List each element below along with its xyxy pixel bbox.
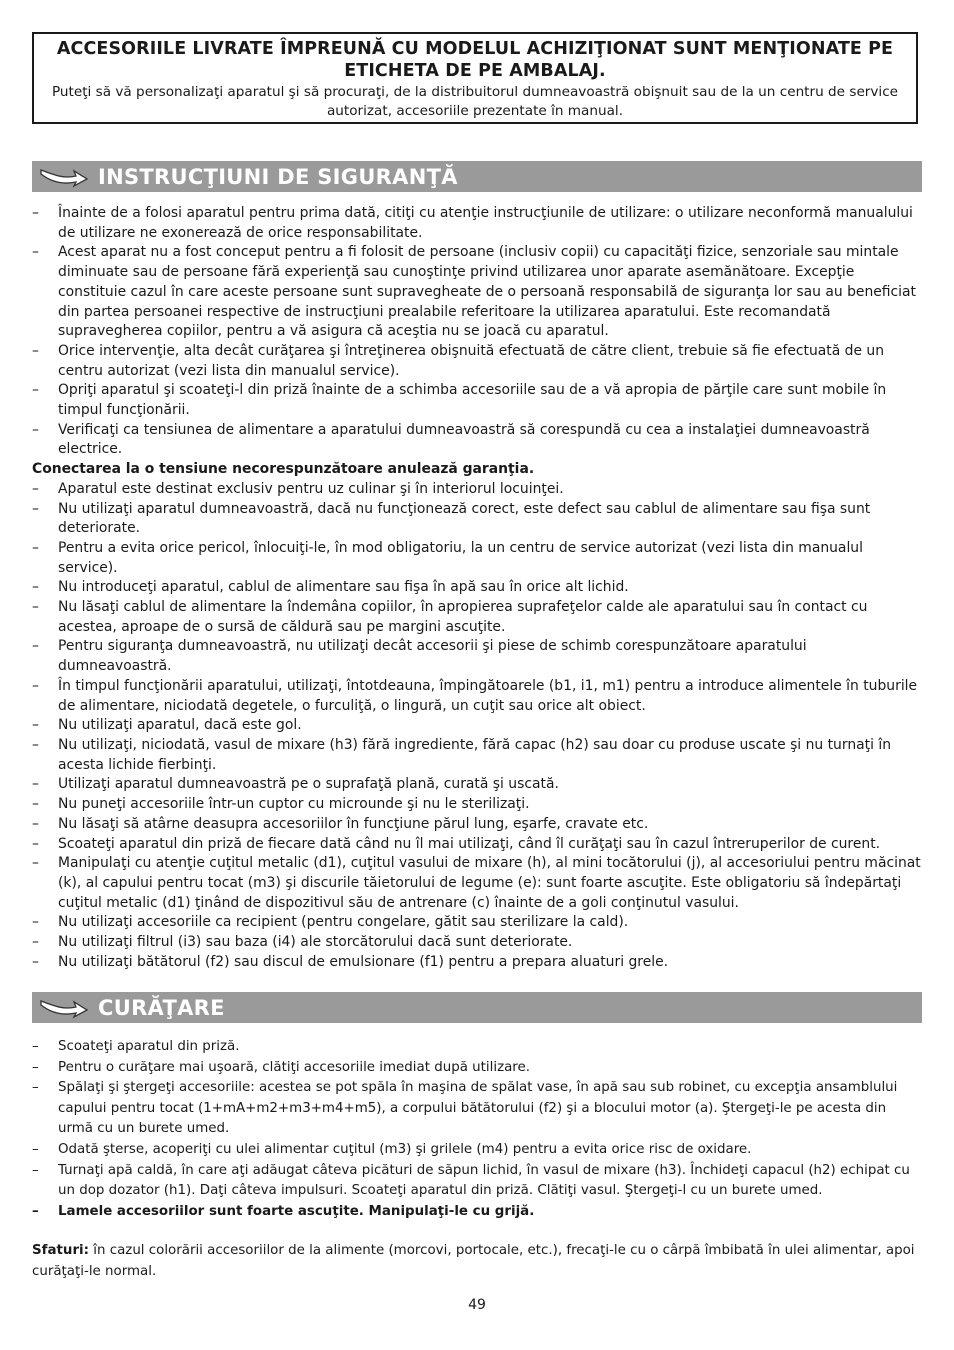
list-item: – Pentru a evita orice pericol, înlocuiţi-le, în mod obligatoriu, la un centru de service autorizat (vezi lista din manualul service). bbox=[32, 539, 863, 576]
list-item: – Nu lăsaţi cablul de alimentare la îndemâna copiilor, în apropierea suprafeţelor calde ale aparatului sau în contact cu acestea, aproape de o sursă de căldură sau pe margini ascuţite. bbox=[32, 599, 868, 635]
list-item: – Manipulaţi cu atenţie cuţitul metalic (d1), cuţitul vasului de mixare (h), al mini tocătorului (j), al accesoriului pentru măcinat (k), al capului pentru tocat (m3) şi discurile tăietorului de legume (e): sunt foarte ascuţite. Este obligatoriu să îndepărtaţi cuţitul metalic (d1) ţinând de dispozitivul său de antrenare (c) înainte de a goli conţinutul vasului. bbox=[32, 855, 921, 911]
list-item: – Nu lăsaţi să atârne deasupra accesoriilor în funcţiune părul lung, eşarfe, cravate etc. bbox=[32, 815, 649, 832]
list-item: – Scoateţi aparatul din priză de fiecare dată când nu îl mai utilizaţi, când îl curăţaţi sau în cazul întreruperilor de curent. bbox=[32, 835, 881, 852]
tips-label: Sfaturi: bbox=[32, 1243, 89, 1258]
list-item: – Nu utilizaţi bătătorul (f2) sau discul de emulsionare (f1) pentru a prepara aluaturi grele. bbox=[32, 953, 669, 970]
list-item: – Scoateţi aparatul din priză. bbox=[32, 1039, 240, 1054]
list-item: – Pentru siguranţa dumneavoastră, nu utilizaţi decât accesorii şi piese de schimb corespunzătoare aparatului dumneavoastră. bbox=[32, 638, 807, 675]
list-item: – Înainte de a folosi aparatul pentru prima dată, citiţi cu atenţie instrucţiunile de utilizare: o utilizare neconformă manualului de utilizare ne exonerează de orice responsabilitate. bbox=[32, 205, 913, 241]
cleaning-title: CURĂŢARE bbox=[98, 995, 225, 1020]
list-item: – Odată şterse, acoperiţi cu ulei alimentar cuţitul (m3) şi grilele (m4) pentru a evita orice risc de oxidare. bbox=[32, 1141, 752, 1157]
list-item: – Aparatul este destinat exclusiv pentru uz culinar şi în interiorul locuinţei. bbox=[32, 480, 564, 497]
accessories-notice bbox=[32, 32, 918, 124]
list-item: – Nu utilizaţi aparatul, dacă este gol. bbox=[32, 717, 302, 734]
safety-section-header bbox=[32, 161, 922, 192]
notice-title: ACCESORIILE LIVRATE ÎMPREUNĂ CU MODELUL ACHIZIŢIONAT SUNT MENŢIONATE PE ETICHETA DE PE AMBALAJ. bbox=[56, 39, 894, 81]
notice-body: Puteţi să vă personalizaţi aparatul şi să procuraţi, de la distribuitorul dumneavoastră obişnuit sau de la un centru de service autorizat, accesoriile prezentate în manual. bbox=[51, 84, 899, 119]
list-item: – Nu utilizaţi aparatul dumneavoastră, dacă nu funcţionează corect, este defect sau cablul de alimentare sau fişa sunt deteriorate. bbox=[32, 500, 871, 537]
tips-text: în cazul colorării accesoriilor de la alimente (morcovi, portocale, etc.), frecaţi-le cu o cârpă îmbibată în ulei alimentar, apoi curăţaţi-le normal. bbox=[32, 1243, 915, 1279]
arrow-icon bbox=[38, 996, 90, 1020]
safety-list bbox=[32, 204, 922, 972]
list-item: – Spălaţi şi ştergeţi accesoriile: acestea se pot spăla în maşina de spălat vase, în apă sau sub robinet, cu excepţia ansamblului capului pentru tocat (1+mA+m2+m3+m4+m5), a corpului bătătorului (f2) şi a blocului motor (a). Ştergeţi-le pe acesta din urmă cu un burete umed. bbox=[32, 1080, 898, 1137]
arrow-icon bbox=[38, 165, 90, 189]
list-item: – Verificaţi ca tensiunea de alimentare a aparatului dumneavoastră să corespundă cu cea a instalaţiei dumneavoastră electrice. bbox=[32, 421, 870, 458]
voltage-warning: Conectarea la o tensiune necorespunzătoare anulează garanţia. bbox=[32, 461, 535, 478]
list-item: – Nu introduceţi aparatul, cablul de alimentare sau fişa în apă sau în orice alt lichid. bbox=[32, 579, 629, 596]
list-item: – Nu utilizaţi accesoriile ca recipient (pentru congelare, gătit sau sterilizare la cald). bbox=[32, 914, 629, 931]
list-item: – Orice intervenţie, alta decât curăţarea şi întreţinerea obişnuită efectuată de către client, trebuie să fie efectuată de un centru autorizat (vezi lista din manualul service). bbox=[32, 342, 885, 379]
list-item: – Nu puneţi accesoriile într-un cuptor cu microunde şi nu le sterilizaţi. bbox=[32, 796, 530, 813]
list-item: – Utilizaţi aparatul dumneavoastră pe o suprafaţă plană, curată şi uscată. bbox=[32, 776, 559, 793]
list-item: – Pentru o curăţare mai uşoară, clătiţi accesoriile imediat după utilizare. bbox=[32, 1059, 531, 1075]
list-item: – În timpul funcţionării aparatului, utilizaţi, întotdeauna, împingătoarele (b1, i1, m1) pentru a introduce alimentele în tuburile de alimentare, niciodată degetele, o furculiţă, o lingură, un cuţit sau orice alt obiect. bbox=[32, 677, 918, 714]
list-item: – Lamele accesoriilor sunt foarte ascuţite. Manipulaţi-le cu grijă. bbox=[32, 1203, 535, 1219]
list-item: – Acest aparat nu a fost conceput pentru a fi folosit de persoane (inclusiv copii) cu capacităţi fizice, senzoriale sau mintale diminuate sau de persoane fără experienţă sau cunoştinţe privind utilizarea unor aparate asemănătoare. Excepţie constituie cazul în care aceste persoane sunt supravegheate de o persoană responsabilă de siguranţa lor sau au beneficiat din partea persoanei respective de instrucţiuni prealabile referitoare la utilizarea aparatului. Este recomandată supravegherea copiilor, pentru a vă asigura că aceştia nu se joacă cu aparatul. bbox=[32, 244, 916, 340]
safety-title: INSTRUCŢIUNI DE SIGURANŢĂ bbox=[98, 164, 458, 189]
list-item: – Nu utilizaţi, niciodată, vasul de mixare (h3) fără ingrediente, fără capac (h2) sau doar cu produse uscate şi nu turnaţi în acesta lichide fierbinţi. bbox=[32, 736, 892, 773]
tips-paragraph bbox=[32, 1241, 922, 1282]
list-item: – Turnaţi apă caldă, în care aţi adăugat câteva picături de săpun lichid, în vasul de mixare (h3). Închideţi capacul (h2) echipat cu un dop dozator (h1). Daţi câteva impulsuri. Scoateţi aparatul din priză. Clătiţi vasul. Ştergeţi-l cu un burete umed. bbox=[32, 1162, 910, 1199]
cleaning-list bbox=[32, 1037, 922, 1222]
list-item: – Nu utilizaţi filtrul (i3) sau baza (i4) ale storcătorului dacă sunt deteriorate. bbox=[32, 934, 573, 951]
cleaning-section-header bbox=[32, 992, 922, 1023]
list-item: – Opriţi aparatul şi scoateţi-l din priză înainte de a schimba accesoriile sau de a vă apropia de părţile care sunt mobile în timpul funcţionării. bbox=[32, 382, 887, 419]
page-number: 49 bbox=[468, 1297, 486, 1313]
